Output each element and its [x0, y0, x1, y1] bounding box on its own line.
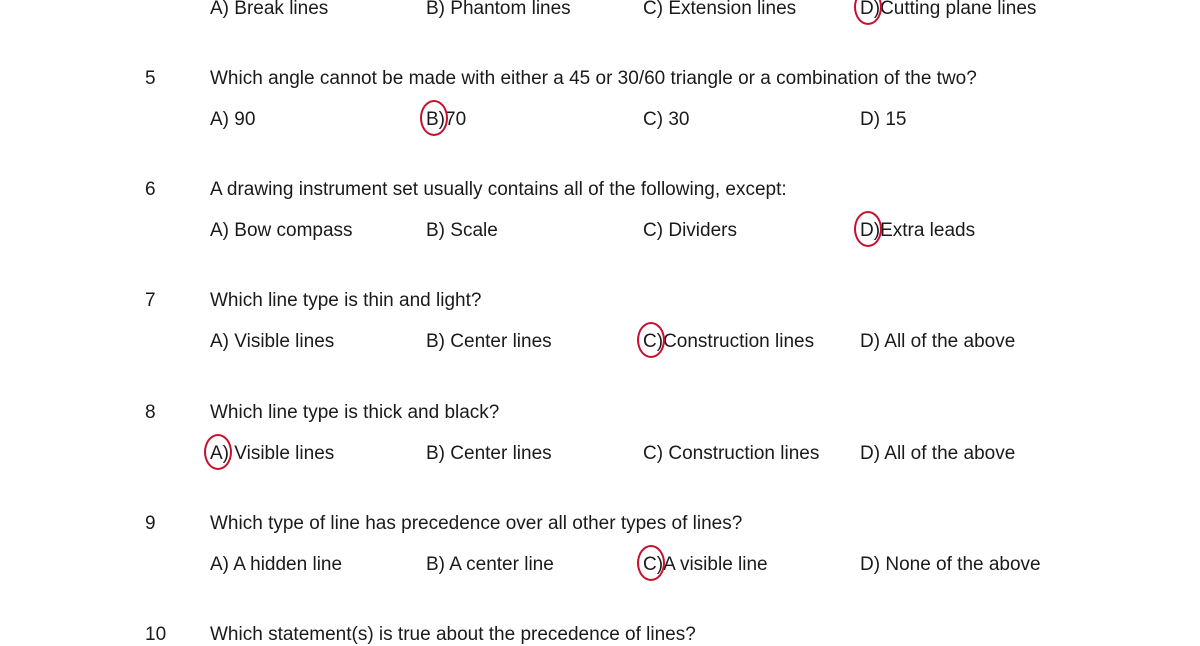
option-letter: A): [210, 554, 229, 575]
option-text: Cutting plane lines: [880, 0, 1037, 19]
option-letter-circled: B): [426, 109, 445, 130]
question-text: Which statement(s) is true about the precedence of lines?: [210, 624, 696, 645]
option-letter: C): [643, 109, 664, 130]
option-letter: A): [210, 331, 229, 352]
option-b: [426, 331, 552, 353]
option-letter: A): [210, 109, 229, 130]
option-text: Bow compass: [229, 220, 353, 241]
option-d: [860, 109, 906, 131]
option-d: [860, 443, 1015, 465]
option-letter: A): [210, 0, 229, 19]
question-number: 9: [145, 513, 156, 534]
option-text: 90: [229, 109, 256, 130]
option-letter: A): [210, 220, 229, 241]
option-text: A center line: [445, 554, 554, 575]
option-text: None of the above: [880, 554, 1041, 575]
option-text: Construction lines: [663, 443, 820, 464]
option-letter: D): [860, 109, 881, 130]
option-letter: B): [426, 443, 445, 464]
option-text: All of the above: [880, 331, 1016, 352]
option-c: [643, 554, 768, 576]
option-c: [643, 0, 796, 20]
option-c: [643, 220, 737, 242]
option-letter-circled: D): [860, 0, 881, 19]
option-text: 15: [880, 109, 907, 130]
question-number: 7: [145, 290, 156, 311]
question-number: 10: [145, 624, 167, 645]
option-text: Visible lines: [229, 331, 335, 352]
option-text: 30: [663, 109, 690, 130]
option-text: Dividers: [663, 220, 737, 241]
option-text: Break lines: [229, 0, 329, 19]
option-text: Scale: [445, 220, 498, 241]
option-a: [210, 109, 255, 131]
option-text: All of the above: [880, 443, 1016, 464]
option-b: [426, 109, 466, 131]
option-letter-circled: D): [860, 220, 881, 241]
option-b: [426, 220, 498, 242]
question-number: 6: [145, 179, 156, 200]
option-text: Extra leads: [880, 220, 976, 241]
option-b: [426, 0, 571, 20]
option-letter: C): [643, 443, 664, 464]
option-letter: C): [643, 220, 664, 241]
option-text: Extension lines: [663, 0, 797, 19]
option-d: [860, 554, 1041, 576]
option-a: [210, 443, 334, 465]
option-a: [210, 220, 353, 242]
option-letter: B): [426, 554, 445, 575]
option-c: [643, 109, 689, 131]
option-letter: D): [860, 554, 881, 575]
option-letter-circled: A): [210, 443, 229, 464]
question-text: Which type of line has precedence over all other types of lines?: [210, 513, 743, 534]
option-letter: B): [426, 0, 445, 19]
option-text: A visible line: [663, 554, 768, 575]
question-number: 8: [145, 402, 156, 423]
question-number: 5: [145, 68, 156, 89]
option-c: [643, 443, 819, 465]
option-letter-circled: C): [643, 554, 664, 575]
option-letter: B): [426, 331, 445, 352]
option-letter: B): [426, 220, 445, 241]
option-d: [860, 331, 1015, 353]
option-a: [210, 0, 328, 20]
option-d: [860, 0, 1036, 20]
option-a: [210, 554, 342, 576]
question-text: Which angle cannot be made with either a 45 or 30/60 triangle or a combination of the two?: [210, 68, 977, 89]
option-b: [426, 554, 554, 576]
option-text: Visible lines: [229, 443, 335, 464]
option-text: Center lines: [445, 443, 552, 464]
option-a: [210, 331, 334, 353]
question-text: Which line type is thin and light?: [210, 290, 482, 311]
question-text: A drawing instrument set usually contains all of the following, except:: [210, 179, 787, 200]
option-b: [426, 443, 552, 465]
option-text: A hidden line: [229, 554, 343, 575]
option-letter: D): [860, 331, 881, 352]
option-text: 70: [445, 109, 467, 130]
option-text: Center lines: [445, 331, 552, 352]
option-text: Construction lines: [663, 331, 815, 352]
option-c: [643, 331, 814, 353]
option-d: [860, 220, 975, 242]
option-letter-circled: C): [643, 331, 664, 352]
option-text: Phantom lines: [445, 0, 571, 19]
question-text: Which line type is thick and black?: [210, 402, 500, 423]
option-letter: C): [643, 0, 664, 19]
option-letter: D): [860, 443, 881, 464]
